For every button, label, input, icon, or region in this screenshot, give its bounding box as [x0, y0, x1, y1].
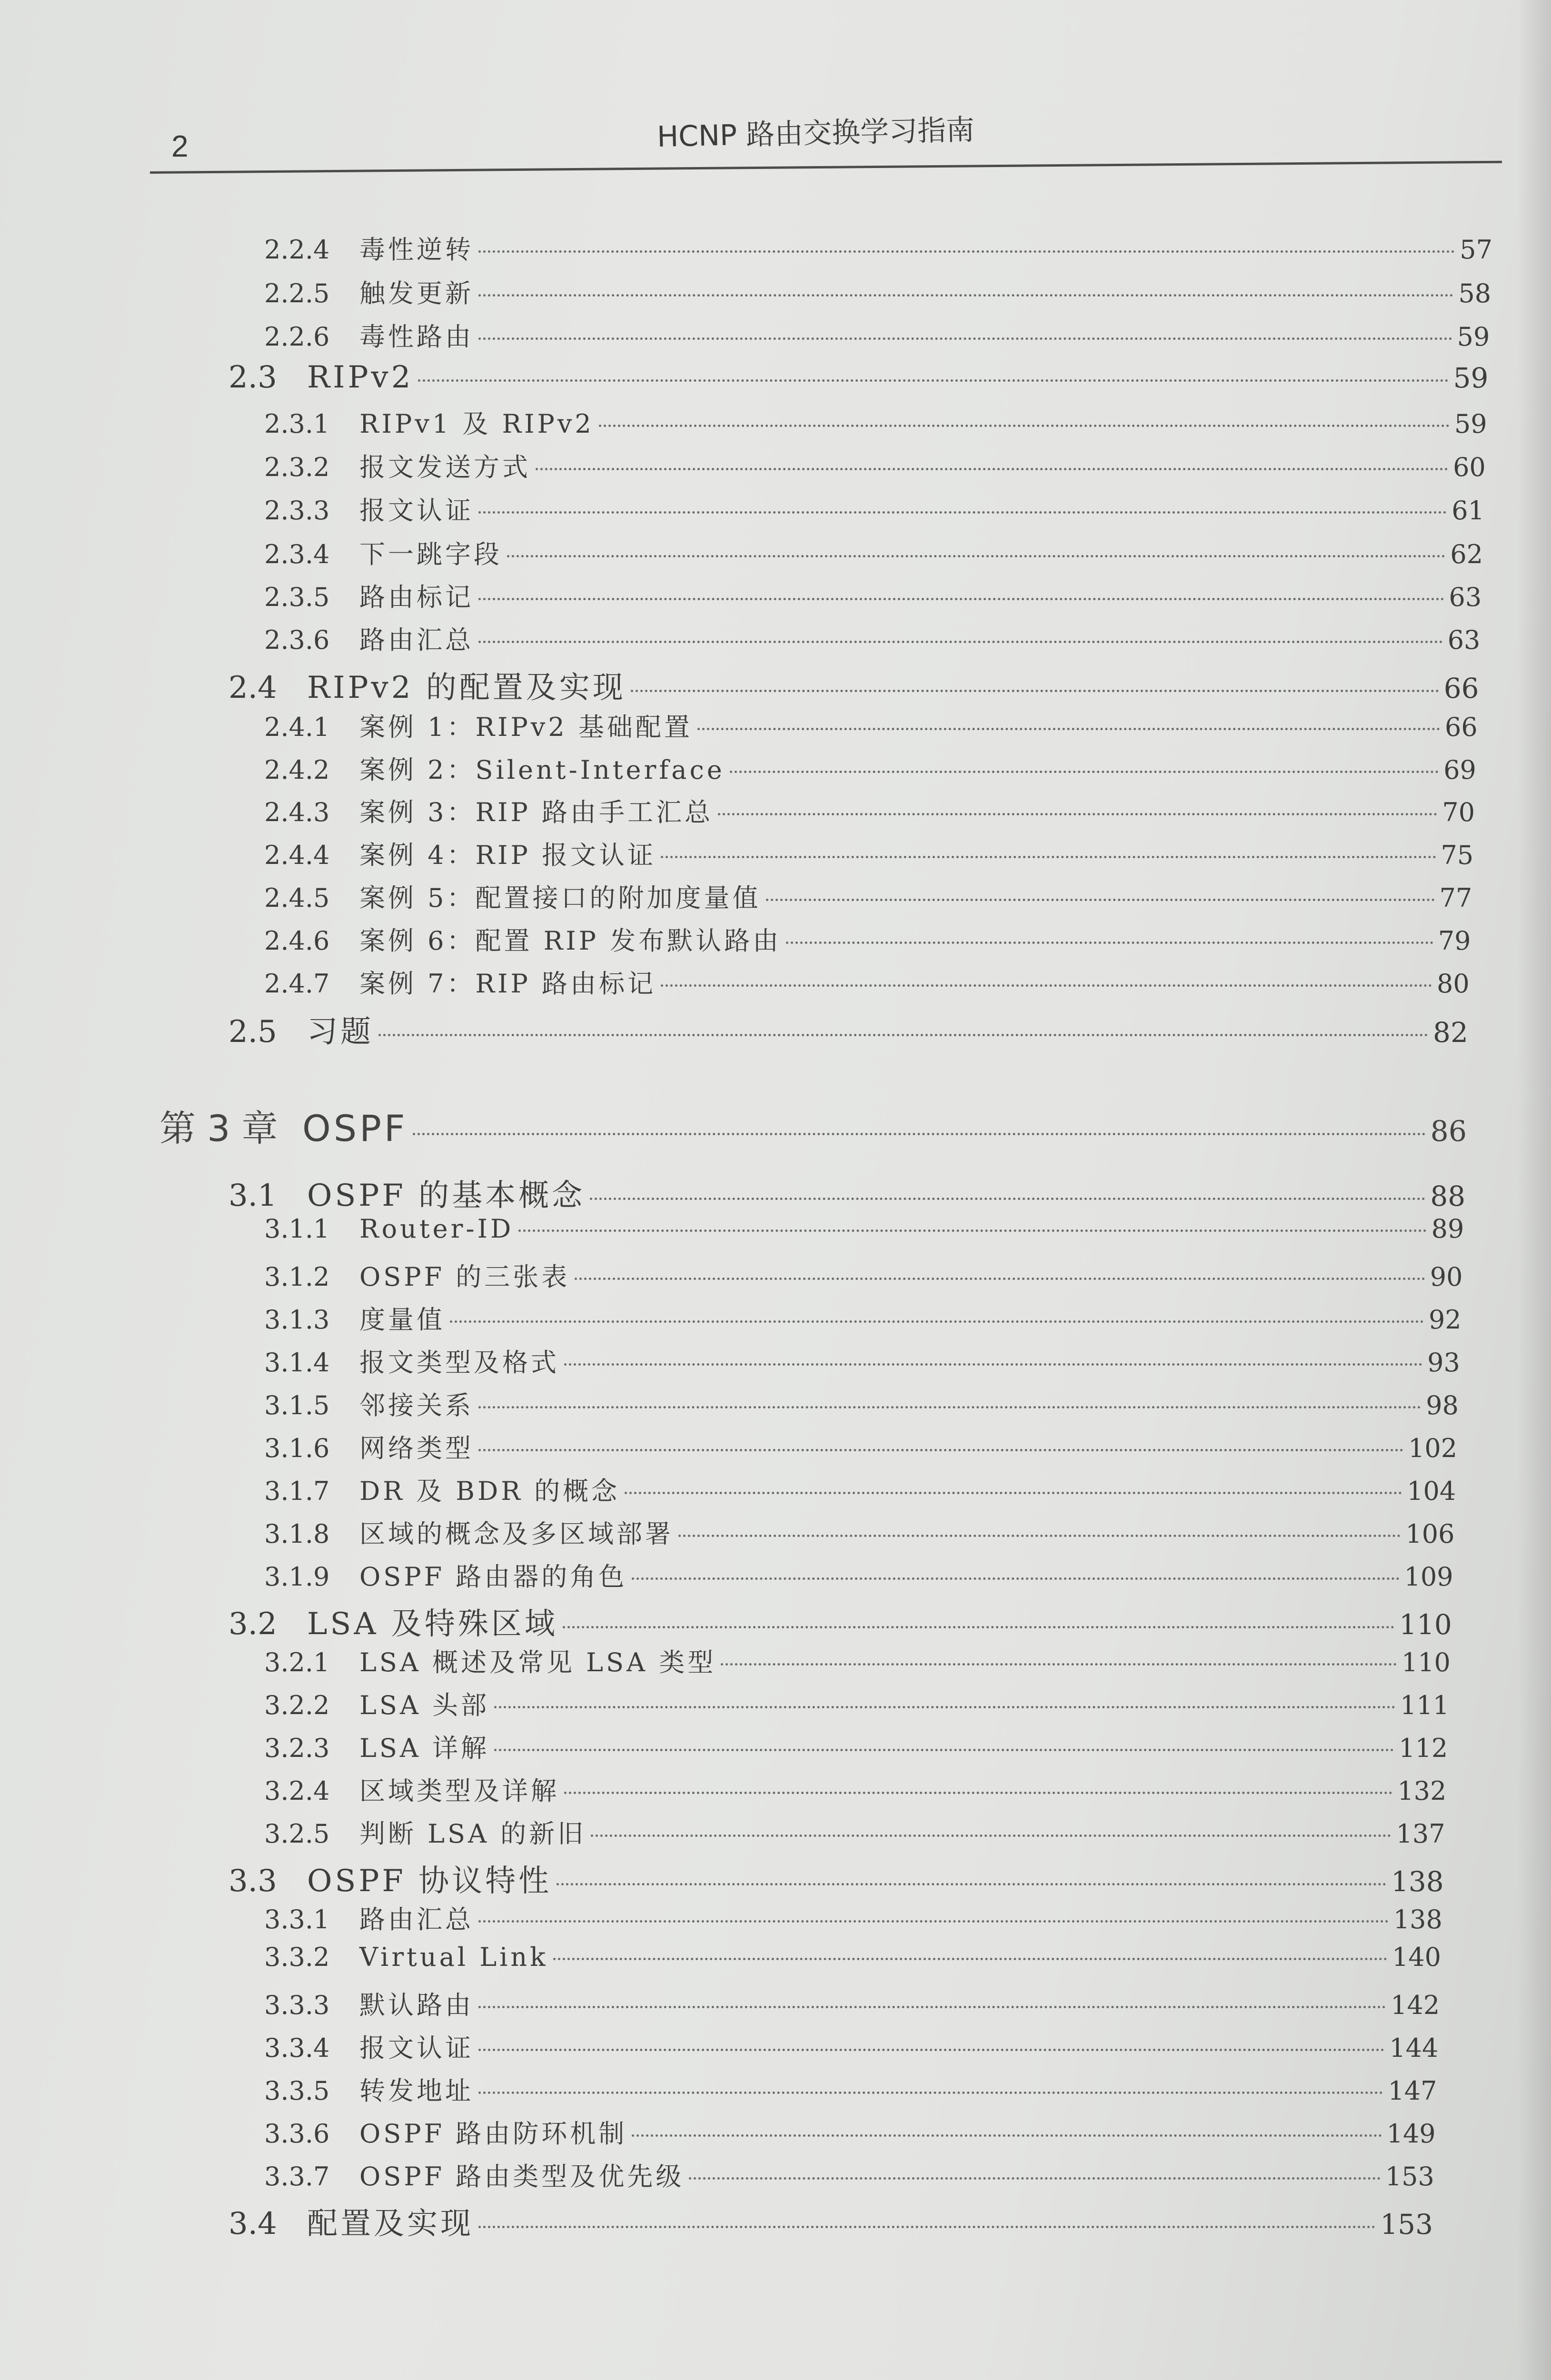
toc-dot-leader — [718, 813, 1437, 815]
toc-entry-title: LSA 详解 — [359, 1733, 490, 1763]
toc-entry-number: 2.4.4 — [264, 840, 330, 870]
toc-entry-title: Virtual Link — [359, 1942, 548, 1972]
toc-entry-number: 3.3.4 — [264, 2033, 330, 2063]
toc-entry-title: 毒性路由 — [359, 322, 474, 352]
toc-entry-page: 132 — [1397, 1776, 1447, 1806]
toc-entry-page: 77 — [1439, 883, 1472, 913]
toc-dot-leader — [564, 1792, 1392, 1794]
toc-entry-number: 3.3.6 — [264, 2119, 330, 2149]
toc-entry-title: 案例 5：配置接口的附加度量值 — [359, 883, 761, 913]
toc-entry — [229, 1171, 1465, 1215]
toc-entry — [264, 1642, 1451, 1679]
toc-entry-page: 70 — [1442, 797, 1475, 827]
toc-entry — [264, 1471, 1456, 1507]
toc-dot-leader — [786, 942, 1433, 944]
toc-entry — [264, 750, 1476, 786]
toc-entry-title: 报文认证 — [359, 2033, 474, 2063]
toc-entry-number: 3.1.6 — [264, 1433, 330, 1463]
toc-entry-number: 2.3.1 — [264, 409, 330, 439]
toc-entry — [264, 1214, 1464, 1244]
toc-entry-number: 2.2.6 — [264, 322, 330, 352]
toc-entry-title: RIPv2 的配置及实现 — [307, 670, 626, 705]
toc-entry-page: 144 — [1389, 2033, 1439, 2063]
toc-entry-number: 2.3.4 — [264, 539, 330, 569]
toc-entry — [264, 1685, 1449, 1722]
toc-dot-leader — [507, 555, 1445, 557]
toc-entry-number: 3.3.3 — [264, 1990, 330, 2020]
toc-dot-leader — [591, 1835, 1391, 1837]
toc-entry-title: RIPv2 — [307, 360, 414, 395]
toc-entry-title: 网络类型 — [359, 1433, 474, 1463]
toc-entry-title: 报文发送方式 — [359, 452, 531, 482]
toc-dot-leader — [721, 1663, 1397, 1666]
toc-entry-title: 判断 LSA 的新旧 — [359, 1819, 587, 1849]
toc-entry — [264, 1428, 1457, 1465]
toc-entry-title: 区域的概念及多区域部署 — [359, 1519, 674, 1549]
toc-entry — [264, 273, 1491, 310]
toc-entry-number: 3.1 — [229, 1178, 277, 1213]
toc-entry-page: 63 — [1449, 582, 1482, 612]
toc-entry — [264, 921, 1471, 957]
toc-entry-page: 112 — [1399, 1733, 1448, 1763]
toc-entry — [264, 1299, 1462, 1336]
toc-entry — [264, 1814, 1445, 1850]
toc-dot-leader — [632, 2134, 1382, 2137]
toc-entry-page: 63 — [1447, 625, 1481, 655]
toc-dot-leader — [478, 2006, 1386, 2008]
toc-dot-leader — [478, 511, 1447, 514]
toc-entry — [264, 404, 1487, 440]
toc-entry-page: 66 — [1445, 712, 1478, 742]
toc-entry-page: 60 — [1453, 452, 1486, 482]
toc-entry-page: 138 — [1391, 1865, 1444, 1898]
toc-entry — [229, 360, 1488, 395]
toc-dot-leader — [478, 250, 1455, 253]
toc-entry-title: 下一跳字段 — [359, 539, 502, 569]
toc-dot-leader — [599, 425, 1450, 427]
toc-entry — [264, 229, 1492, 266]
toc-entry-page: 137 — [1396, 1819, 1445, 1849]
toc-entry-number: 2.4.3 — [264, 797, 330, 827]
toc-dot-leader — [766, 899, 1435, 901]
toc-entry — [264, 1557, 1453, 1593]
toc-dot-leader — [661, 984, 1432, 987]
toc-entry — [229, 1856, 1444, 1900]
toc-entry-title: LSA 概述及常见 LSA 类型 — [359, 1647, 716, 1677]
toc-entry-page: 80 — [1436, 969, 1470, 999]
toc-entry — [264, 2113, 1436, 2150]
toc-entry-page: 75 — [1441, 840, 1474, 870]
toc-entry-number: 3.3.2 — [264, 1942, 330, 1972]
toc-entry-number: 2.2.5 — [264, 278, 330, 308]
toc-entry-page: 109 — [1404, 1562, 1453, 1592]
toc-entry-title: RIPv1 及 RIPv2 — [359, 409, 594, 439]
toc-entry — [264, 2028, 1438, 2064]
toc-entry-number: 3.1.2 — [264, 1262, 330, 1292]
toc-entry-page: 110 — [1401, 1647, 1451, 1677]
toc-entry — [264, 1257, 1463, 1293]
toc-entry-number: 3.1.4 — [264, 1348, 330, 1378]
toc-dot-leader — [678, 1535, 1401, 1537]
toc-dot-leader — [625, 1492, 1402, 1494]
toc-entry-number: 2.3.5 — [264, 582, 330, 612]
toc-entry-title: DR 及 BDR 的概念 — [359, 1476, 620, 1506]
toc-entry-title: 路由汇总 — [359, 1904, 474, 1934]
toc-entry-page: 82 — [1433, 1016, 1468, 1049]
toc-entry-page: 149 — [1386, 2119, 1436, 2149]
toc-entry-page: 106 — [1405, 1519, 1455, 1549]
toc-entry-title: OSPF 路由防环机制 — [359, 2119, 627, 2149]
toc-entry-number: 2.5 — [229, 1014, 277, 1050]
toc-entry-page: 69 — [1443, 755, 1476, 785]
toc-dot-leader — [553, 1958, 1387, 1960]
toc-entry-page: 79 — [1438, 926, 1471, 956]
toc-entry-number: 2.3.3 — [264, 496, 330, 526]
toc-dot-leader — [478, 294, 1453, 297]
toc-entry-number: 3.2.1 — [264, 1647, 330, 1677]
toc-entry-title: 案例 6：配置 RIP 发布默认路由 — [359, 926, 782, 956]
toc-dot-leader — [590, 1198, 1425, 1200]
toc-entry-title: 触发更新 — [359, 278, 474, 308]
toc-entry-title: OSPF — [302, 1107, 408, 1150]
toc-entry-number: 3.4 — [229, 2206, 277, 2241]
toc-entry-number: 第 3 章 — [159, 1107, 278, 1150]
toc-entry — [229, 2199, 1433, 2243]
toc-dot-leader — [730, 771, 1439, 773]
toc-entry — [229, 663, 1479, 707]
toc-entry-number: 2.4 — [229, 670, 277, 705]
toc-entry-page: 92 — [1428, 1305, 1462, 1335]
toc-entry-number: 3.2 — [229, 1606, 277, 1642]
toc-entry-title: 习题 — [307, 1014, 374, 1050]
toc-dot-leader — [478, 1920, 1389, 1923]
toc-entry-page: 86 — [1430, 1115, 1467, 1148]
toc-dot-leader — [518, 1230, 1426, 1232]
toc-entry — [264, 1942, 1441, 1972]
toc-entry-number: 3.2.5 — [264, 1819, 330, 1849]
toc-entry — [264, 792, 1475, 829]
toc-entry — [229, 1599, 1452, 1643]
toc-entry — [264, 1899, 1442, 1936]
toc-dot-leader — [494, 1706, 1395, 1708]
toc-dot-leader — [478, 641, 1443, 643]
toc-entry-number: 2.2.4 — [264, 235, 330, 265]
toc-entry-number: 3.3 — [229, 1864, 277, 1899]
toc-entry-page: 59 — [1453, 362, 1489, 394]
toc-entry-number: 3.1.5 — [264, 1390, 330, 1420]
toc-entry-title: 默认路由 — [359, 1990, 474, 2020]
toc-entry-page: 58 — [1458, 278, 1491, 308]
toc-entry — [264, 534, 1483, 571]
toc-entry-page: 59 — [1457, 322, 1490, 352]
toc-dot-leader — [563, 1626, 1394, 1628]
toc-entry — [264, 1985, 1440, 2022]
toc-entry-page: 59 — [1454, 409, 1487, 439]
toc-entry-page: 62 — [1450, 539, 1483, 569]
toc-entry — [264, 577, 1481, 614]
toc-dot-leader — [689, 2177, 1381, 2180]
toc-entry-title: LSA 头部 — [359, 1690, 490, 1720]
toc-entry-number: 2.4.1 — [264, 712, 330, 742]
toc-entry-number: 2.3 — [229, 360, 277, 395]
toc-entry-title: 案例 2：Silent-Interface — [359, 755, 725, 785]
toc-entry-page: 104 — [1407, 1476, 1456, 1506]
toc-entry-title: 报文类型及格式 — [359, 1348, 559, 1378]
toc-entry-title: 毒性逆转 — [359, 235, 474, 265]
toc-dot-leader — [413, 1133, 1426, 1135]
toc-entry-page: 102 — [1408, 1433, 1458, 1463]
toc-dot-leader — [478, 1449, 1403, 1451]
toc-entry-number: 3.1.8 — [264, 1519, 330, 1549]
toc-entry-title: 案例 7：RIP 路由标记 — [359, 969, 656, 999]
toc-entry-number: 3.1.9 — [264, 1562, 330, 1592]
toc-entry-number: 3.2.2 — [264, 1690, 330, 1720]
toc-entry-page: 147 — [1388, 2076, 1437, 2106]
toc-entry-page: 93 — [1427, 1348, 1460, 1378]
toc-entry-title: OSPF 路由器的角色 — [359, 1562, 627, 1592]
toc-entry-number: 2.4.5 — [264, 883, 330, 913]
toc-dot-leader — [632, 1577, 1399, 1580]
toc-dot-leader — [575, 1278, 1425, 1280]
toc-dot-leader — [494, 1749, 1394, 1751]
toc-entry-title: 案例 3：RIP 路由手工汇总 — [359, 797, 714, 827]
toc-entry-page: 66 — [1443, 672, 1479, 704]
toc-entry — [264, 2071, 1437, 2107]
toc-entry-title: 转发地址 — [359, 2076, 474, 2106]
toc-dot-leader — [478, 2092, 1383, 2094]
toc-entry-page: 90 — [1430, 1262, 1463, 1292]
toc-dot-leader — [478, 2226, 1375, 2228]
toc-entry-number: 3.3.7 — [264, 2162, 330, 2192]
toc-entry-page: 142 — [1391, 1990, 1440, 2020]
toc-entry-page: 153 — [1385, 2162, 1434, 2192]
toc-entry-title: 配置及实现 — [307, 2206, 474, 2241]
toc-entry-number: 2.3.6 — [264, 625, 330, 655]
toc-dot-leader — [478, 598, 1444, 600]
toc-entry-title: 案例 4：RIP 报文认证 — [359, 840, 656, 870]
toc-dot-leader — [697, 728, 1440, 730]
toc-entry-number: 2.4.2 — [264, 755, 330, 785]
toc-entry-title: Router-ID — [359, 1214, 514, 1244]
toc-entry — [264, 835, 1473, 872]
toc-entry-number: 3.1.3 — [264, 1305, 330, 1335]
toc-entry-title: 案例 1：RIPv2 基础配置 — [359, 712, 693, 742]
toc-entry — [264, 1514, 1454, 1550]
toc-entry-title: LSA 及特殊区域 — [307, 1606, 558, 1642]
toc-entry-number: 3.3.1 — [264, 1904, 330, 1934]
toc-entry-number: 2.3.2 — [264, 452, 330, 482]
toc-entry-page: 89 — [1431, 1214, 1464, 1244]
toc-entry-number: 3.3.5 — [264, 2076, 330, 2106]
toc-dot-leader — [557, 1883, 1386, 1885]
toc-dot-leader — [478, 2049, 1384, 2051]
toc-dot-leader — [378, 1034, 1428, 1036]
toc-entry — [264, 1728, 1448, 1765]
toc-dot-leader — [478, 337, 1452, 340]
toc-dot-leader — [661, 856, 1436, 858]
toc-entry-page: 57 — [1460, 235, 1492, 265]
toc-entry-page: 98 — [1426, 1390, 1459, 1420]
toc-entry-page: 110 — [1399, 1608, 1452, 1641]
toc-dot-leader — [564, 1363, 1422, 1366]
toc-entry-page: 61 — [1452, 496, 1484, 526]
toc-entry-title: OSPF 路由类型及优先级 — [359, 2162, 685, 2192]
toc-entry — [264, 317, 1490, 353]
toc-entry-number: 2.4.6 — [264, 926, 330, 956]
toc-entry-title: OSPF 的基本概念 — [307, 1178, 586, 1213]
toc-entry — [264, 963, 1470, 1000]
toc-entry — [264, 1342, 1460, 1379]
toc-entry — [159, 1100, 1467, 1151]
toc-entry — [264, 620, 1480, 656]
toc-dot-leader — [418, 379, 1448, 382]
toc-entry — [264, 1385, 1459, 1422]
toc-dot-leader — [450, 1320, 1424, 1323]
toc-entry-number: 3.2.3 — [264, 1733, 330, 1763]
toc-entry-title: 度量值 — [359, 1305, 445, 1335]
toc-entry-page: 153 — [1380, 2208, 1433, 2241]
toc-entry — [264, 447, 1486, 484]
toc-entry — [264, 878, 1472, 914]
toc-entry-page: 88 — [1430, 1180, 1466, 1212]
toc-dot-leader — [536, 468, 1448, 470]
toc-entry — [229, 1007, 1468, 1051]
toc-entry-page: 111 — [1400, 1690, 1450, 1720]
toc-entry-number: 2.4.7 — [264, 969, 330, 999]
toc-entry — [264, 490, 1484, 527]
toc-entry-title: 路由标记 — [359, 582, 474, 612]
running-title: HCNP 路由交换学习指南 — [656, 113, 975, 154]
toc-entry-title: 路由汇总 — [359, 625, 474, 655]
toc-entry-number: 3.1.7 — [264, 1476, 330, 1506]
toc-entry-title: OSPF 协议特性 — [307, 1864, 552, 1899]
toc-entry — [264, 2156, 1434, 2193]
toc-entry-page: 140 — [1392, 1942, 1442, 1972]
toc-entry-title: 区域类型及详解 — [359, 1776, 559, 1806]
toc-entry-title: 邻接关系 — [359, 1390, 474, 1420]
toc-entry-number: 3.1.1 — [264, 1214, 330, 1244]
toc-entry — [264, 1771, 1446, 1807]
page-number: 2 — [171, 129, 189, 163]
toc-entry-title: 报文认证 — [359, 496, 474, 526]
toc-entry-title: OSPF 的三张表 — [359, 1262, 570, 1292]
toc-entry-page: 138 — [1393, 1904, 1442, 1934]
toc-entry — [264, 707, 1478, 744]
toc-dot-leader — [631, 690, 1439, 692]
toc-entry-number: 3.2.4 — [264, 1776, 330, 1806]
toc-dot-leader — [478, 1406, 1421, 1408]
